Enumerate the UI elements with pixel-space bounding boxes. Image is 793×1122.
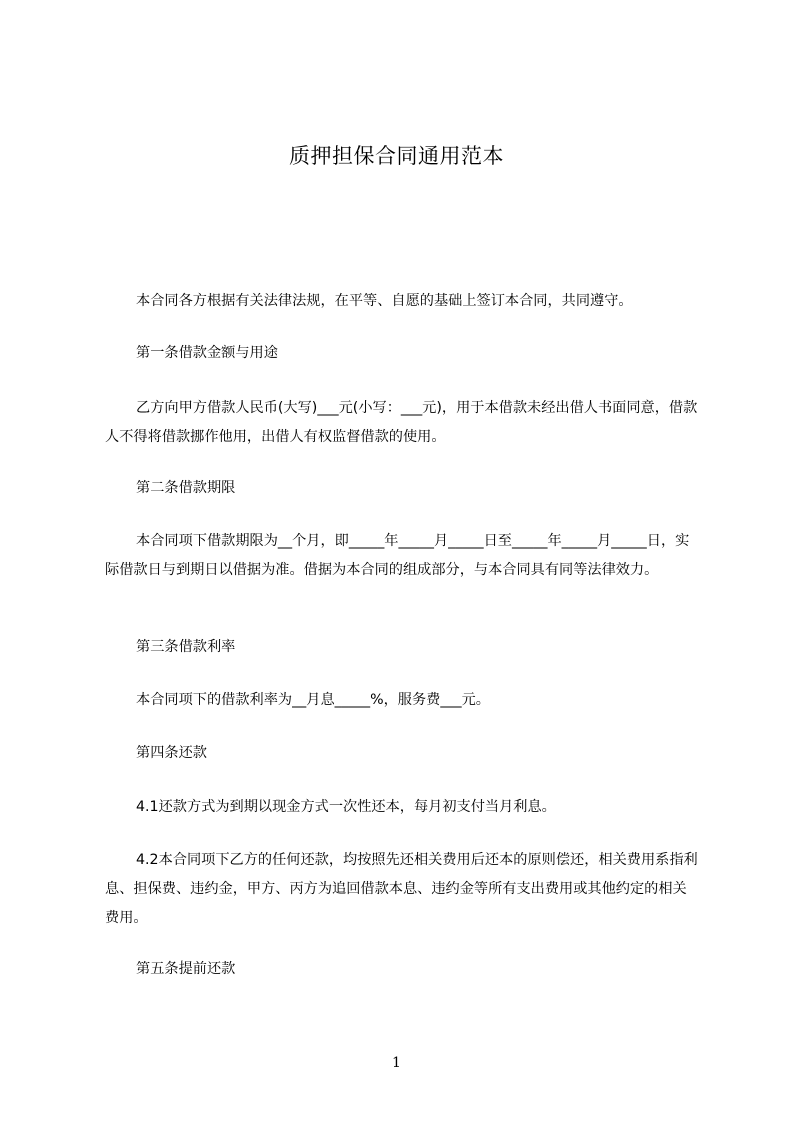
article-4-heading: 第四条还款 [136, 745, 207, 761]
article-5-heading: 第五条提前还款 [136, 961, 236, 977]
clause-4-2-paragraph: 4.2本合同项下乙方的任何还款，均按照先还相关费用后还本的原则偿还，相关费用系指利息、担保费、违约金，甲方、丙方为追回借款本息、违约金等所有支出费用或其他约定的相关费用。 [105, 852, 698, 926]
article-2-paragraph: 本合同项下借款期限为__个月，即_____年_____月_____日至_____年_____月_____日，实际借款日与到期日以借据为准。借据为本合同的组成部分，与本合同具有同等法律效力。 [105, 533, 690, 578]
page-number: 1 [392, 1055, 401, 1071]
preamble-paragraph: 本合同各方根据有关法律法规，在平等、自愿的基础上签订本合同，共同遵守。 [136, 293, 633, 309]
article-1-heading: 第一条借款金额与用途 [136, 345, 278, 361]
clause-4-1-paragraph: 4.1还款方式为到期以现金方式一次性还本，每月初支付当月利息。 [136, 799, 556, 815]
article-1-paragraph: 乙方向甲方借款人民币(大写)___元(小写：___元)，用于本借款未经出借人书面同意，借款人不得将借款挪作他用，出借人有权监督借款的使用。 [105, 400, 698, 445]
article-3-paragraph: 本合同项下的借款利率为__月息_____%，服务费___元。 [136, 692, 490, 708]
document-title: 质押担保合同通用范本 [289, 144, 504, 168]
article-2-heading: 第二条借款期限 [136, 480, 236, 496]
article-3-heading: 第三条借款利率 [136, 639, 236, 655]
